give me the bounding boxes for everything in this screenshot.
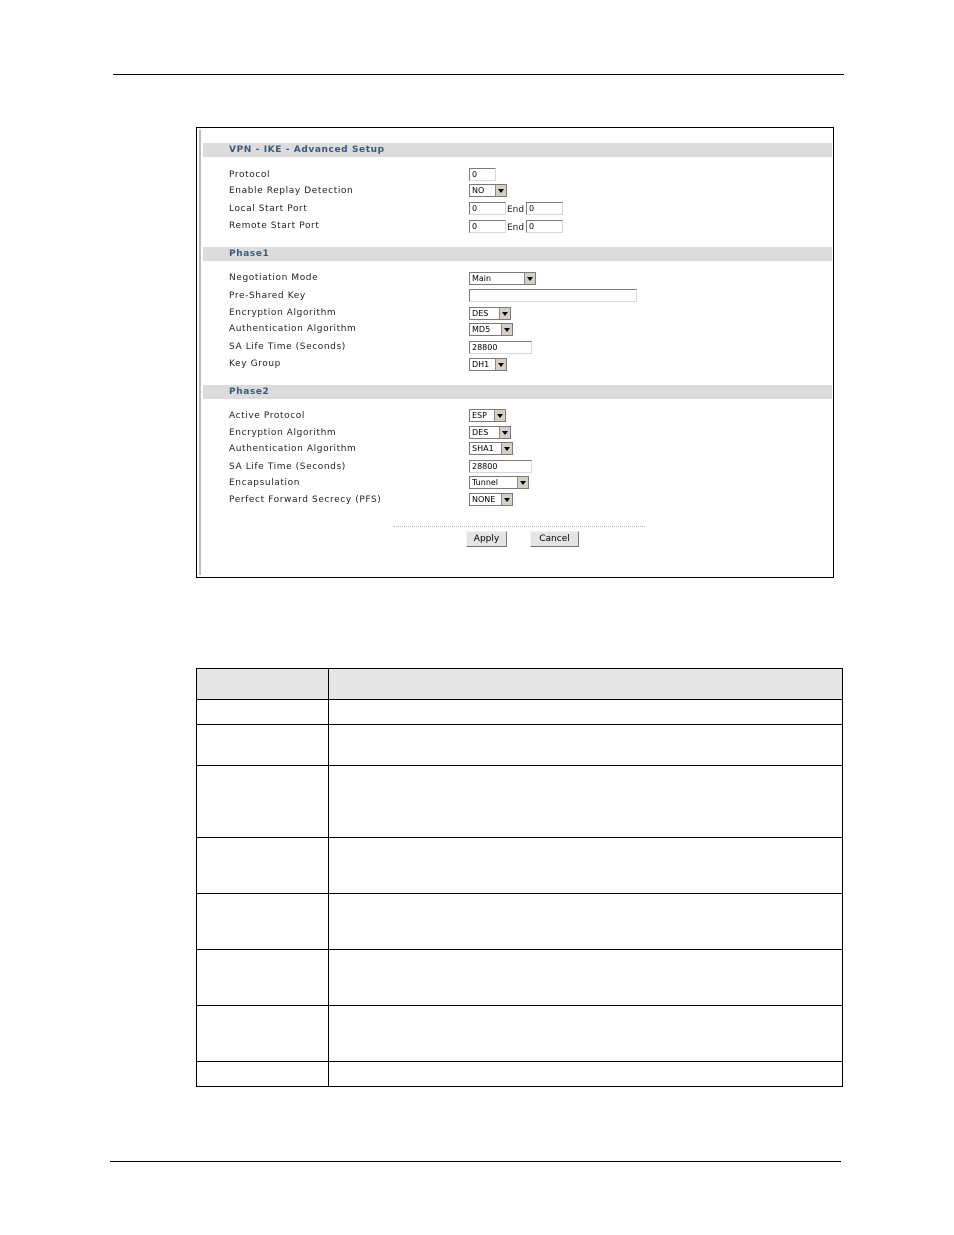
phase2-sa-lifetime-label: SA Life Time (Seconds) [229, 462, 346, 472]
table-cell-description [329, 766, 843, 838]
chevron-down-icon [524, 273, 535, 284]
table-row [197, 725, 843, 766]
phase1-authentication-label: Authentication Algorithm [229, 324, 357, 334]
page-footer-rule [110, 1161, 841, 1162]
phase1-authentication-select[interactable] [469, 323, 513, 336]
table-row [197, 894, 843, 950]
chevron-down-icon [517, 477, 528, 488]
chevron-down-icon [501, 324, 512, 335]
table-row [197, 838, 843, 894]
chevron-down-icon [495, 185, 506, 196]
replay-detection-value: NO [472, 186, 485, 195]
encapsulation-value: Tunnel [472, 478, 499, 487]
phase2-authentication-value: SHA1 [472, 444, 494, 453]
table-cell-label [197, 1006, 329, 1062]
active-protocol-select[interactable] [469, 409, 506, 422]
phase2-encryption-value: DES [472, 428, 489, 437]
remote-start-port-label: Remote Start Port [229, 221, 320, 231]
key-group-select[interactable] [469, 358, 507, 371]
pre-shared-key-input[interactable] [469, 289, 637, 302]
protocol-input[interactable]: 0 [469, 168, 496, 181]
negotiation-mode-select[interactable] [469, 272, 536, 285]
pfs-select[interactable] [469, 493, 513, 506]
table-cell-description [329, 1062, 843, 1087]
table-cell-description [329, 725, 843, 766]
phase1-sa-lifetime-label: SA Life Time (Seconds) [229, 342, 346, 352]
table-row [197, 1006, 843, 1062]
table-row [197, 1062, 843, 1087]
chevron-down-icon [501, 443, 512, 454]
chevron-down-icon [499, 427, 510, 438]
phase1-encryption-value: DES [472, 309, 489, 318]
phase1-sa-lifetime-input[interactable]: 28800 [469, 341, 532, 354]
replay-detection-select[interactable] [469, 184, 507, 197]
key-group-label: Key Group [229, 359, 281, 369]
active-protocol-value: ESP [472, 411, 487, 420]
phase1-title: Phase1 [229, 249, 270, 259]
table-row [197, 950, 843, 1006]
title-band [203, 143, 832, 157]
table-cell-label [197, 1062, 329, 1087]
table-header-row [197, 669, 843, 700]
vpn-ike-advanced-setup-panel [196, 127, 834, 578]
page-title: VPN - IKE - Advanced Setup [229, 145, 385, 155]
remote-end-port-input[interactable]: 0 [526, 220, 563, 233]
negotiation-mode-value: Main [472, 274, 492, 283]
button-divider [393, 526, 645, 527]
remote-start-port-input[interactable]: 0 [469, 220, 506, 233]
local-end-label: End [507, 205, 525, 215]
phase1-authentication-value: MD5 [472, 325, 491, 334]
remote-end-label: End [507, 223, 525, 233]
phase2-authentication-label: Authentication Algorithm [229, 444, 357, 454]
table-header-label [197, 669, 329, 700]
negotiation-mode-label: Negotiation Mode [229, 273, 319, 283]
panel-left-edge [199, 130, 201, 575]
local-end-port-input[interactable]: 0 [526, 202, 563, 215]
table-cell-description [329, 950, 843, 1006]
page-header-rule [113, 74, 844, 75]
phase2-title: Phase2 [229, 387, 270, 397]
cancel-button[interactable]: Cancel [530, 531, 579, 547]
table-cell-description [329, 838, 843, 894]
pfs-label: Perfect Forward Secrecy (PFS) [229, 495, 382, 505]
chevron-down-icon [501, 494, 512, 505]
table-header-description [329, 669, 843, 700]
table-row [197, 766, 843, 838]
table-cell-label [197, 950, 329, 1006]
local-start-port-label: Local Start Port [229, 204, 308, 214]
local-start-port-input[interactable]: 0 [469, 202, 506, 215]
replay-detection-label: Enable Replay Detection [229, 186, 354, 196]
chevron-down-icon [499, 308, 510, 319]
protocol-label: Protocol [229, 170, 271, 180]
table-cell-label [197, 894, 329, 950]
phase2-encryption-select[interactable] [469, 426, 511, 439]
table-cell-label [197, 838, 329, 894]
table-cell-description [329, 700, 843, 725]
phase1-band [203, 247, 832, 261]
active-protocol-label: Active Protocol [229, 411, 305, 421]
phase2-encryption-label: Encryption Algorithm [229, 428, 337, 438]
table-cell-label [197, 725, 329, 766]
chevron-down-icon [494, 410, 505, 421]
pfs-value: NONE [472, 495, 496, 504]
key-group-value: DH1 [472, 360, 490, 369]
phase1-encryption-label: Encryption Algorithm [229, 308, 337, 318]
table-cell-label [197, 700, 329, 725]
phase1-encryption-select[interactable] [469, 307, 511, 320]
chevron-down-icon [495, 359, 506, 370]
table-cell-description [329, 894, 843, 950]
encapsulation-select[interactable] [469, 476, 529, 489]
phase2-sa-lifetime-input[interactable]: 28800 [469, 460, 532, 473]
description-table [196, 668, 843, 1087]
phase2-band [203, 385, 832, 399]
encapsulation-label: Encapsulation [229, 478, 301, 488]
table-cell-description [329, 1006, 843, 1062]
table-cell-label [197, 766, 329, 838]
apply-button[interactable]: Apply [466, 531, 507, 547]
table-row [197, 700, 843, 725]
phase2-authentication-select[interactable] [469, 442, 513, 455]
pre-shared-key-label: Pre-Shared Key [229, 291, 306, 301]
